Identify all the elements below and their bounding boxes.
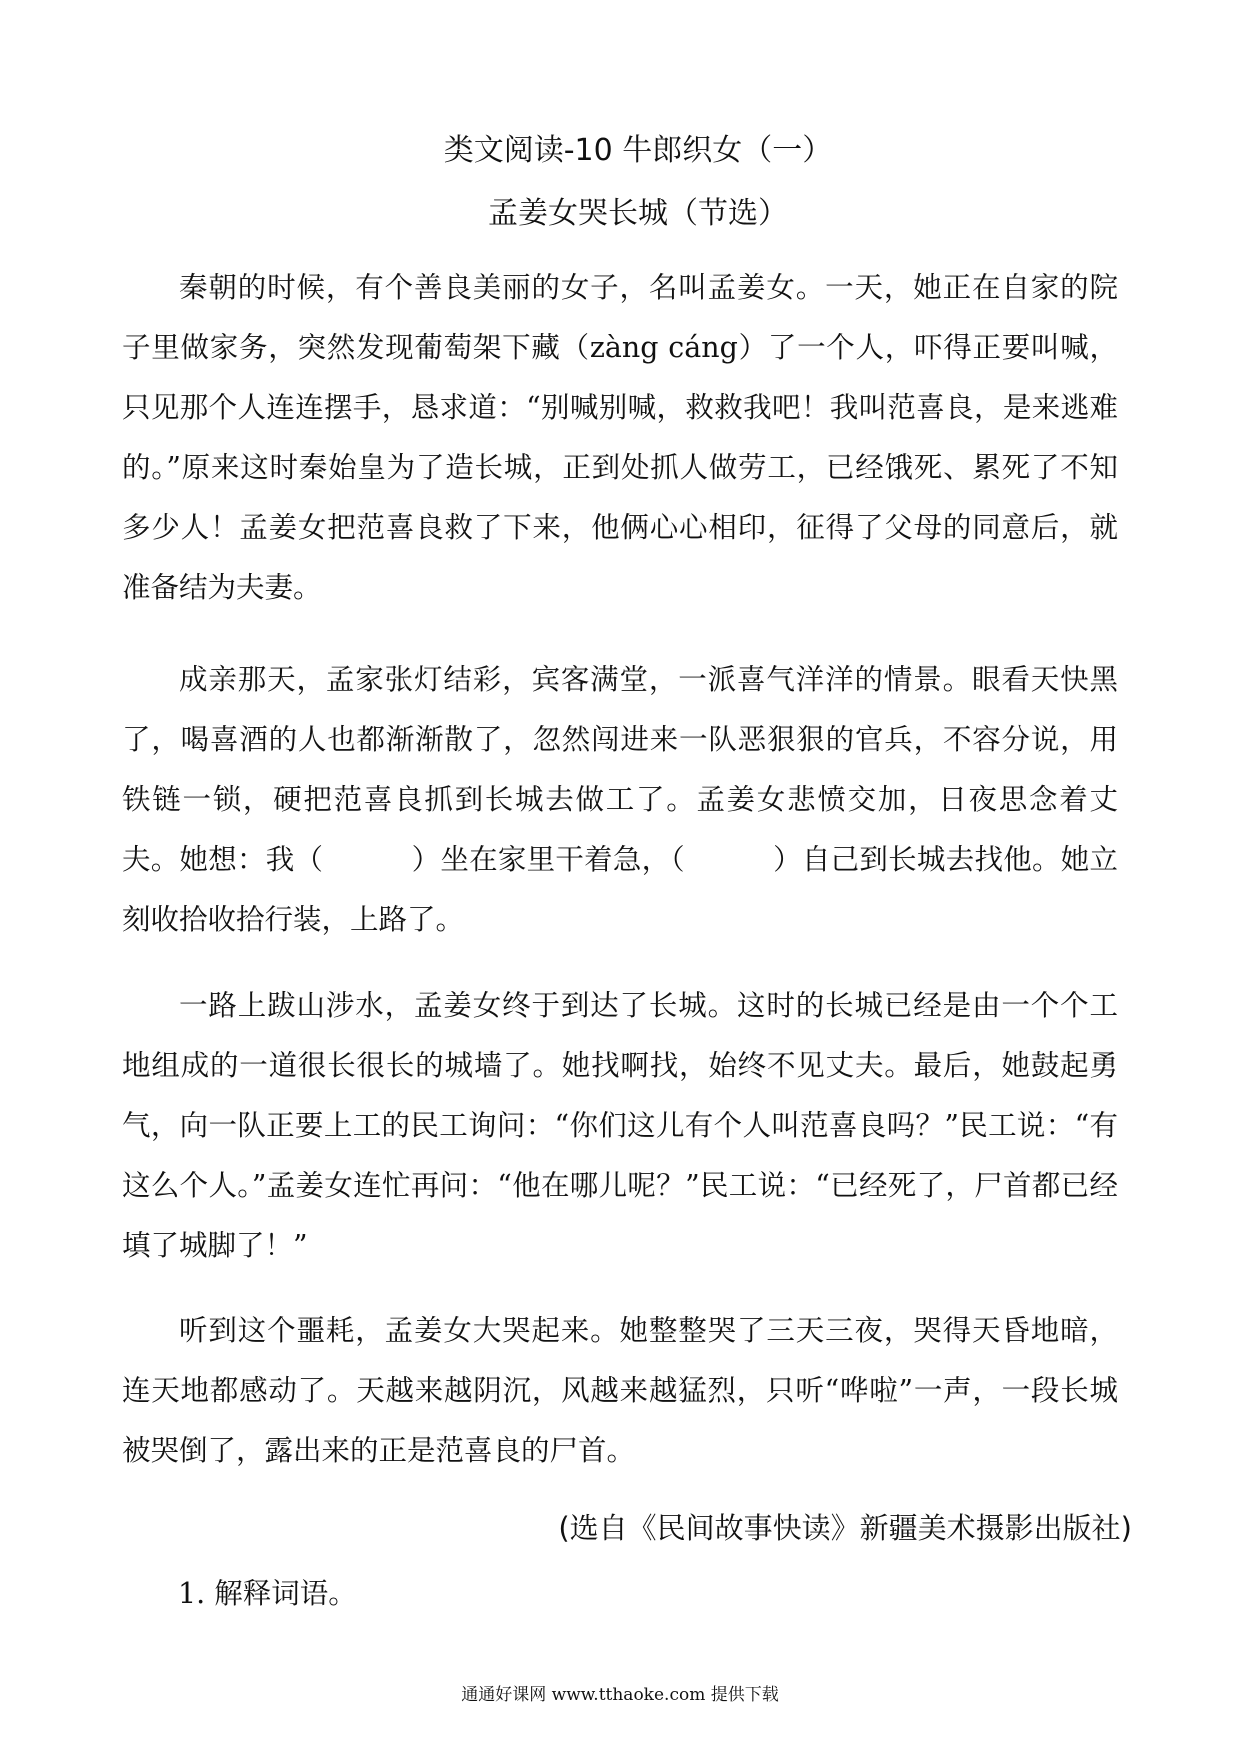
paragraph-2-part-1: 成亲那天，孟家张灯结彩，宾客满堂，一派喜气洋洋的情景。眼看天快黑了，喝喜酒的人也都渐渐散了，忽然闯进来一队恶狠狠的官兵，不容分说，用铁链一锁，硬把范喜良抓到长城去做工了。孟姜女悲愤交加，日夜思念着丈夫。她想：我（ bbox=[122, 663, 1118, 876]
source-citation: (选自《民间故事快读》新疆美术摄影出版社) bbox=[558, 1511, 1132, 1545]
footer-download-note: 通通好课网 www.tthaoke.com 提供下载 bbox=[461, 1685, 779, 1705]
passage-paragraph-1: 秦朝的时候，有个善良美丽的女子，名叫孟姜女。一天，她正在自家的院子里做家务，突然发现葡萄架下藏（zàng cáng）了一个人，吓得正要叫喊，只见那个人连连摆手，恳求道：“别喊别喊，救救我吧！我叫范喜良，是来逃难的。”原来这时秦始皇为了造长城，正到处抓人做劳工，已经饿死、累死了不知多少人！孟姜女把范喜良救了下来，他俩心心相印，征得了父母的同意后，就准备结为夫妻。 bbox=[122, 271, 1118, 604]
paragraph-2-part-3: ）自己到长城去找他。她立刻收拾收拾行装，上路了。 bbox=[122, 843, 1118, 936]
passage-paragraph-3: 一路上跋山涉水，孟姜女终于到达了长城。这时的长城已经是由一个个工地组成的一道很长很长的城墙了。她找啊找，始终不见丈夫。最后，她鼓起勇气，向一队正要上工的民工询问：“你们这儿有个人叫范喜良吗？”民工说：“有这么个人。”孟姜女连忙再问：“他在哪儿呢？”民工说：“已经死了，尸首都已经填了城脚了！” bbox=[122, 989, 1118, 1262]
passage-title: 孟姜女哭长城（节选） bbox=[488, 196, 788, 231]
page-title: 类文阅读-10 牛郎织女（一） bbox=[443, 133, 833, 168]
paragraph-2-part-2: ）坐在家里干着急，（ bbox=[411, 843, 685, 876]
question-1: 1. 解释词语。 bbox=[178, 1577, 357, 1610]
passage-paragraph-4: 听到这个噩耗，孟姜女大哭起来。她整整哭了三天三夜，哭得天昏地暗，连天地都感动了。天越来越阴沉，风越来越猛烈，只听“哗啦”一声，一段长城被哭倒了，露出来的正是范喜良的尸首。 bbox=[122, 1314, 1118, 1467]
passage-paragraph-2 bbox=[122, 650, 1118, 950]
